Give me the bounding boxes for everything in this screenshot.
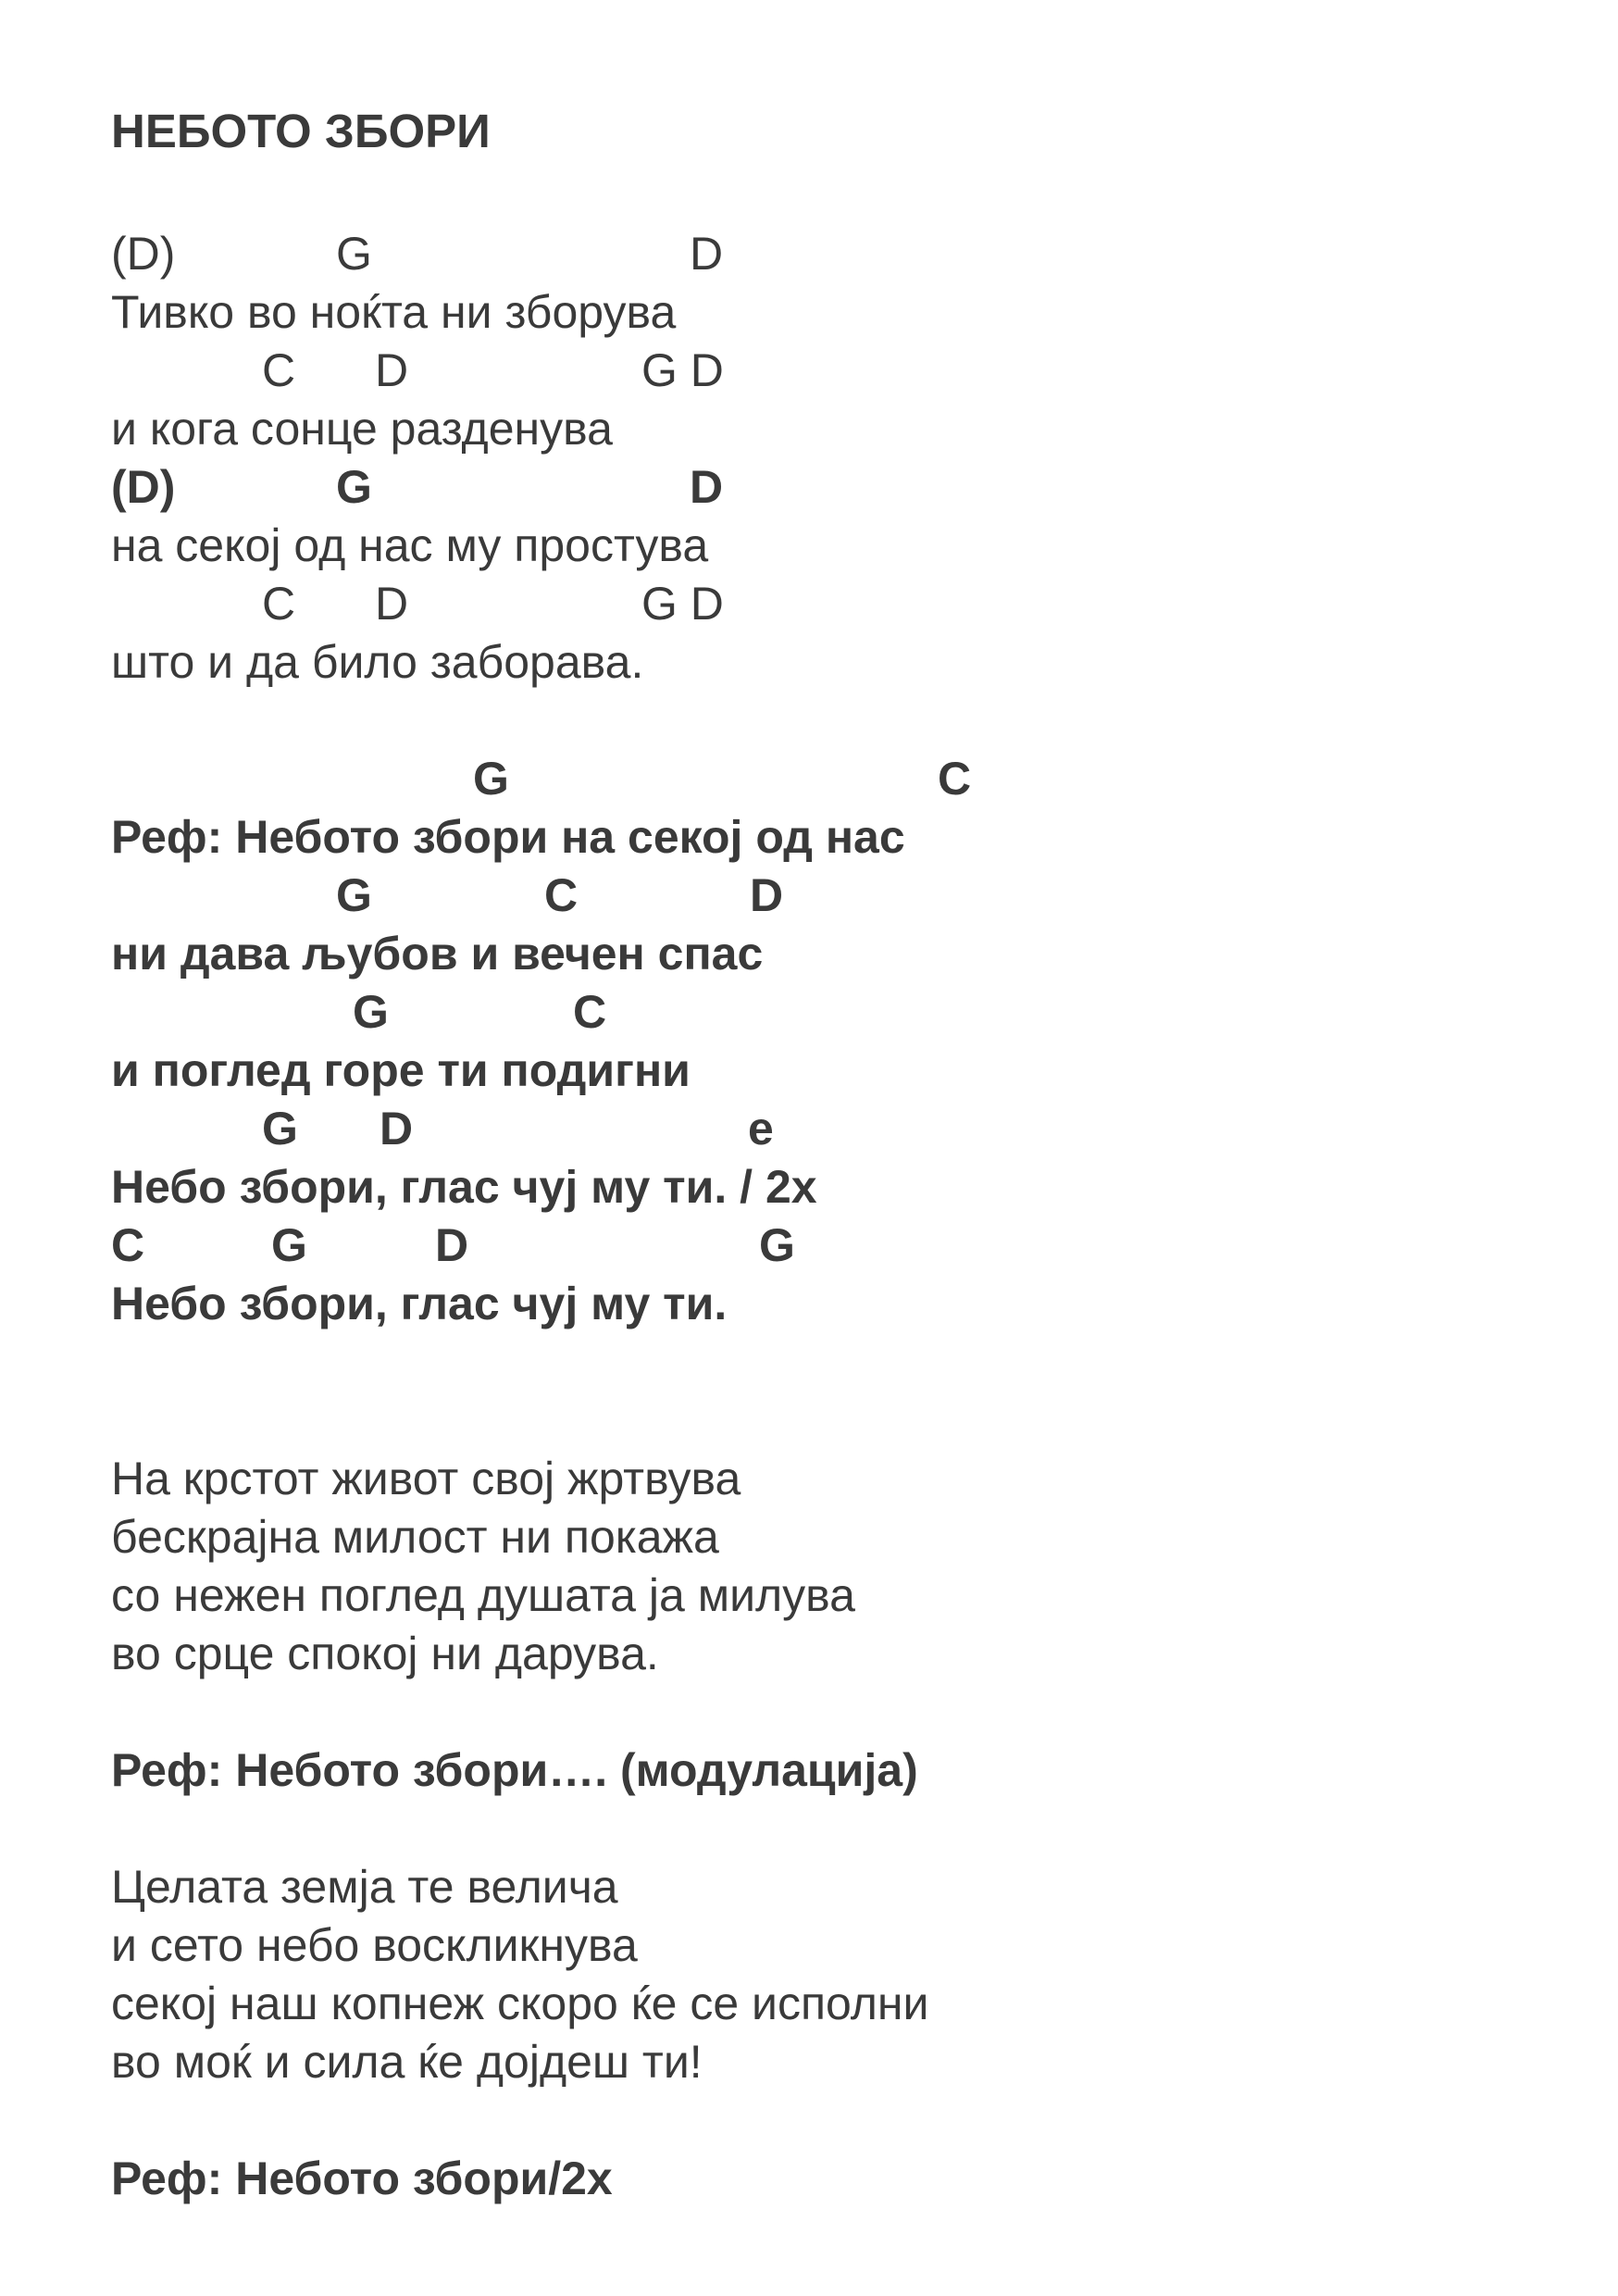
lyric-line: со нежен поглед душата ја милува: [111, 1569, 855, 1621]
refrain-line: Небо збори, глас чуј му ти.: [111, 1278, 728, 1329]
chord: D: [690, 461, 724, 513]
chord: (D): [111, 461, 176, 513]
chord: G: [262, 1103, 298, 1154]
lyric-line: и сето небо воскликнува: [111, 1919, 638, 1971]
chord: D: [690, 228, 724, 280]
lyric-line: Тивко во ноќта ни зборува: [111, 286, 677, 338]
chord: (D): [111, 228, 176, 280]
lyric-line: секој наш копнеж скоро ќе се исполни: [111, 1978, 929, 2029]
chord: G: [336, 461, 372, 513]
refrain-line: Реф: Небото збори на секој од нас: [111, 811, 905, 863]
chord: G: [336, 869, 372, 921]
lyric-line: во моќ и сила ќе дојдеш ти!: [111, 2036, 703, 2088]
chord: G: [759, 1219, 795, 1271]
chord: C: [938, 753, 972, 805]
chord: C: [262, 344, 296, 396]
chord: D: [375, 578, 409, 630]
chord: C: [544, 869, 579, 921]
refrain-line: Небо збори, глас чуј му ти. / 2x: [111, 1161, 817, 1213]
chord: D: [380, 1103, 414, 1154]
refrain-line: ни дава љубов и вечен спас: [111, 928, 764, 980]
chord: G: [473, 753, 509, 805]
chord: C: [111, 1219, 145, 1271]
lyric-line: На крстот живот свој жртвува: [111, 1453, 741, 1504]
lyric-line: на секој од нас му простува: [111, 519, 709, 571]
chord: G: [336, 228, 372, 280]
chord: G D: [641, 578, 724, 630]
lyric-line: и кога сонце разденува: [111, 403, 613, 455]
song-title: НЕБОТО ЗБОРИ: [111, 105, 491, 157]
chord: D: [375, 344, 409, 396]
chord: D: [750, 869, 784, 921]
lyric-line: што и да било заборава.: [111, 636, 644, 688]
chord: C: [573, 986, 607, 1038]
chord: D: [435, 1219, 469, 1271]
chord: C: [262, 578, 296, 630]
chord: G: [271, 1219, 307, 1271]
refrain-reference: Реф: Небото збори/2х: [111, 2152, 613, 2204]
refrain-line: и поглед горе ти подигни: [111, 1044, 691, 1096]
lyric-line: Целата земја те велича: [111, 1861, 618, 1913]
chord: G: [353, 986, 389, 1038]
lyric-line: бескрајна милост ни покажа: [111, 1511, 719, 1563]
refrain-reference: Реф: Небото збори…. (модулација): [111, 1744, 918, 1796]
chord: G D: [641, 344, 724, 396]
chord: e: [748, 1103, 774, 1154]
lyric-line: во срце спокој ни дарува.: [111, 1628, 659, 1679]
